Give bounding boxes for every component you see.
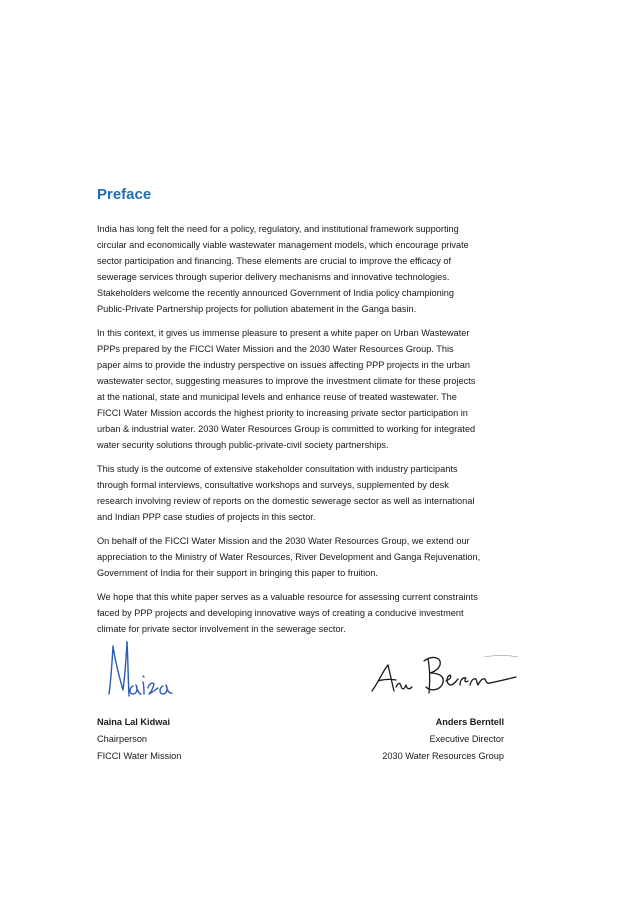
signatory-left-role: Chairperson [97,734,148,744]
signature-anders-berntell [368,647,520,703]
signatory-left-org: FICCI Water Mission [97,751,182,761]
page-title: Preface [97,186,152,203]
signatory-right-name: Anders Berntell [435,717,504,727]
paragraph-4: On behalf of the FICCI Water Mission and the 2030 Water Resources Group, we extend our appreciation to the Ministry of Water Resources, River Development and Ganga Rejuvenation, Government of India for their support in bringing this paper to fruition. [97,536,481,578]
signatory-left-name: Naina Lal Kidwai [97,717,171,727]
signatory-left [97,714,181,765]
signatory-right-org: 2030 Water Resources Group [382,751,504,761]
paragraph-2: In this context, it gives us immense pleasure to present a white paper on Urban Wastewater PPPs prepared by the FICCI Water Mission and the 2030 Water Resources Group. This paper aims to provide the industry perspective on issues affecting PPP projects in the urban wastewater sector, suggesting measures to improve the investment climate for these projects at the national, state and municipal levels and enhance reuse of treated wastewater. The FICCI Water Mission accords the highest priority to increasing private sector participation in urban & industrial water. 2030 Water Resources Group is committed to working for integrated water security solutions through public-private-civil society partnerships. [97,328,476,450]
paragraph-1: India has long felt the need for a policy, regulatory, and institutional framework supporting circular and economically viable wastewater management models, which encourage private sector participation and financing. These elements are crucial to improve the efficacy of sewerage services through superior delivery mechanisms and innovative technologies. Stakeholders welcome the recently announced Government of India policy championing Public-Private Partnership projects for pollution abatement in the Ganga basin. [97,224,469,314]
paragraph-5: We hope that this white paper serves as a valuable resource for assessing current constraints faced by PPP projects and developing innovative ways of creating a conducive investment climate for private sector involvement in the sewerage sector. [97,592,478,634]
signatory-right [382,714,504,765]
preface-body [97,221,517,645]
signatory-right-role: Executive Director [429,734,504,744]
paragraph-3: This study is the outcome of extensive stakeholder consultation with industry participants through formal interviews, consultative workshops and surveys, supplemented by desk research involving review of reports on the domestic sewerage sector as well as international and Indian PPP case studies of projects in this sector. [97,464,475,522]
signature-naina-lal-kidwai [103,636,175,706]
